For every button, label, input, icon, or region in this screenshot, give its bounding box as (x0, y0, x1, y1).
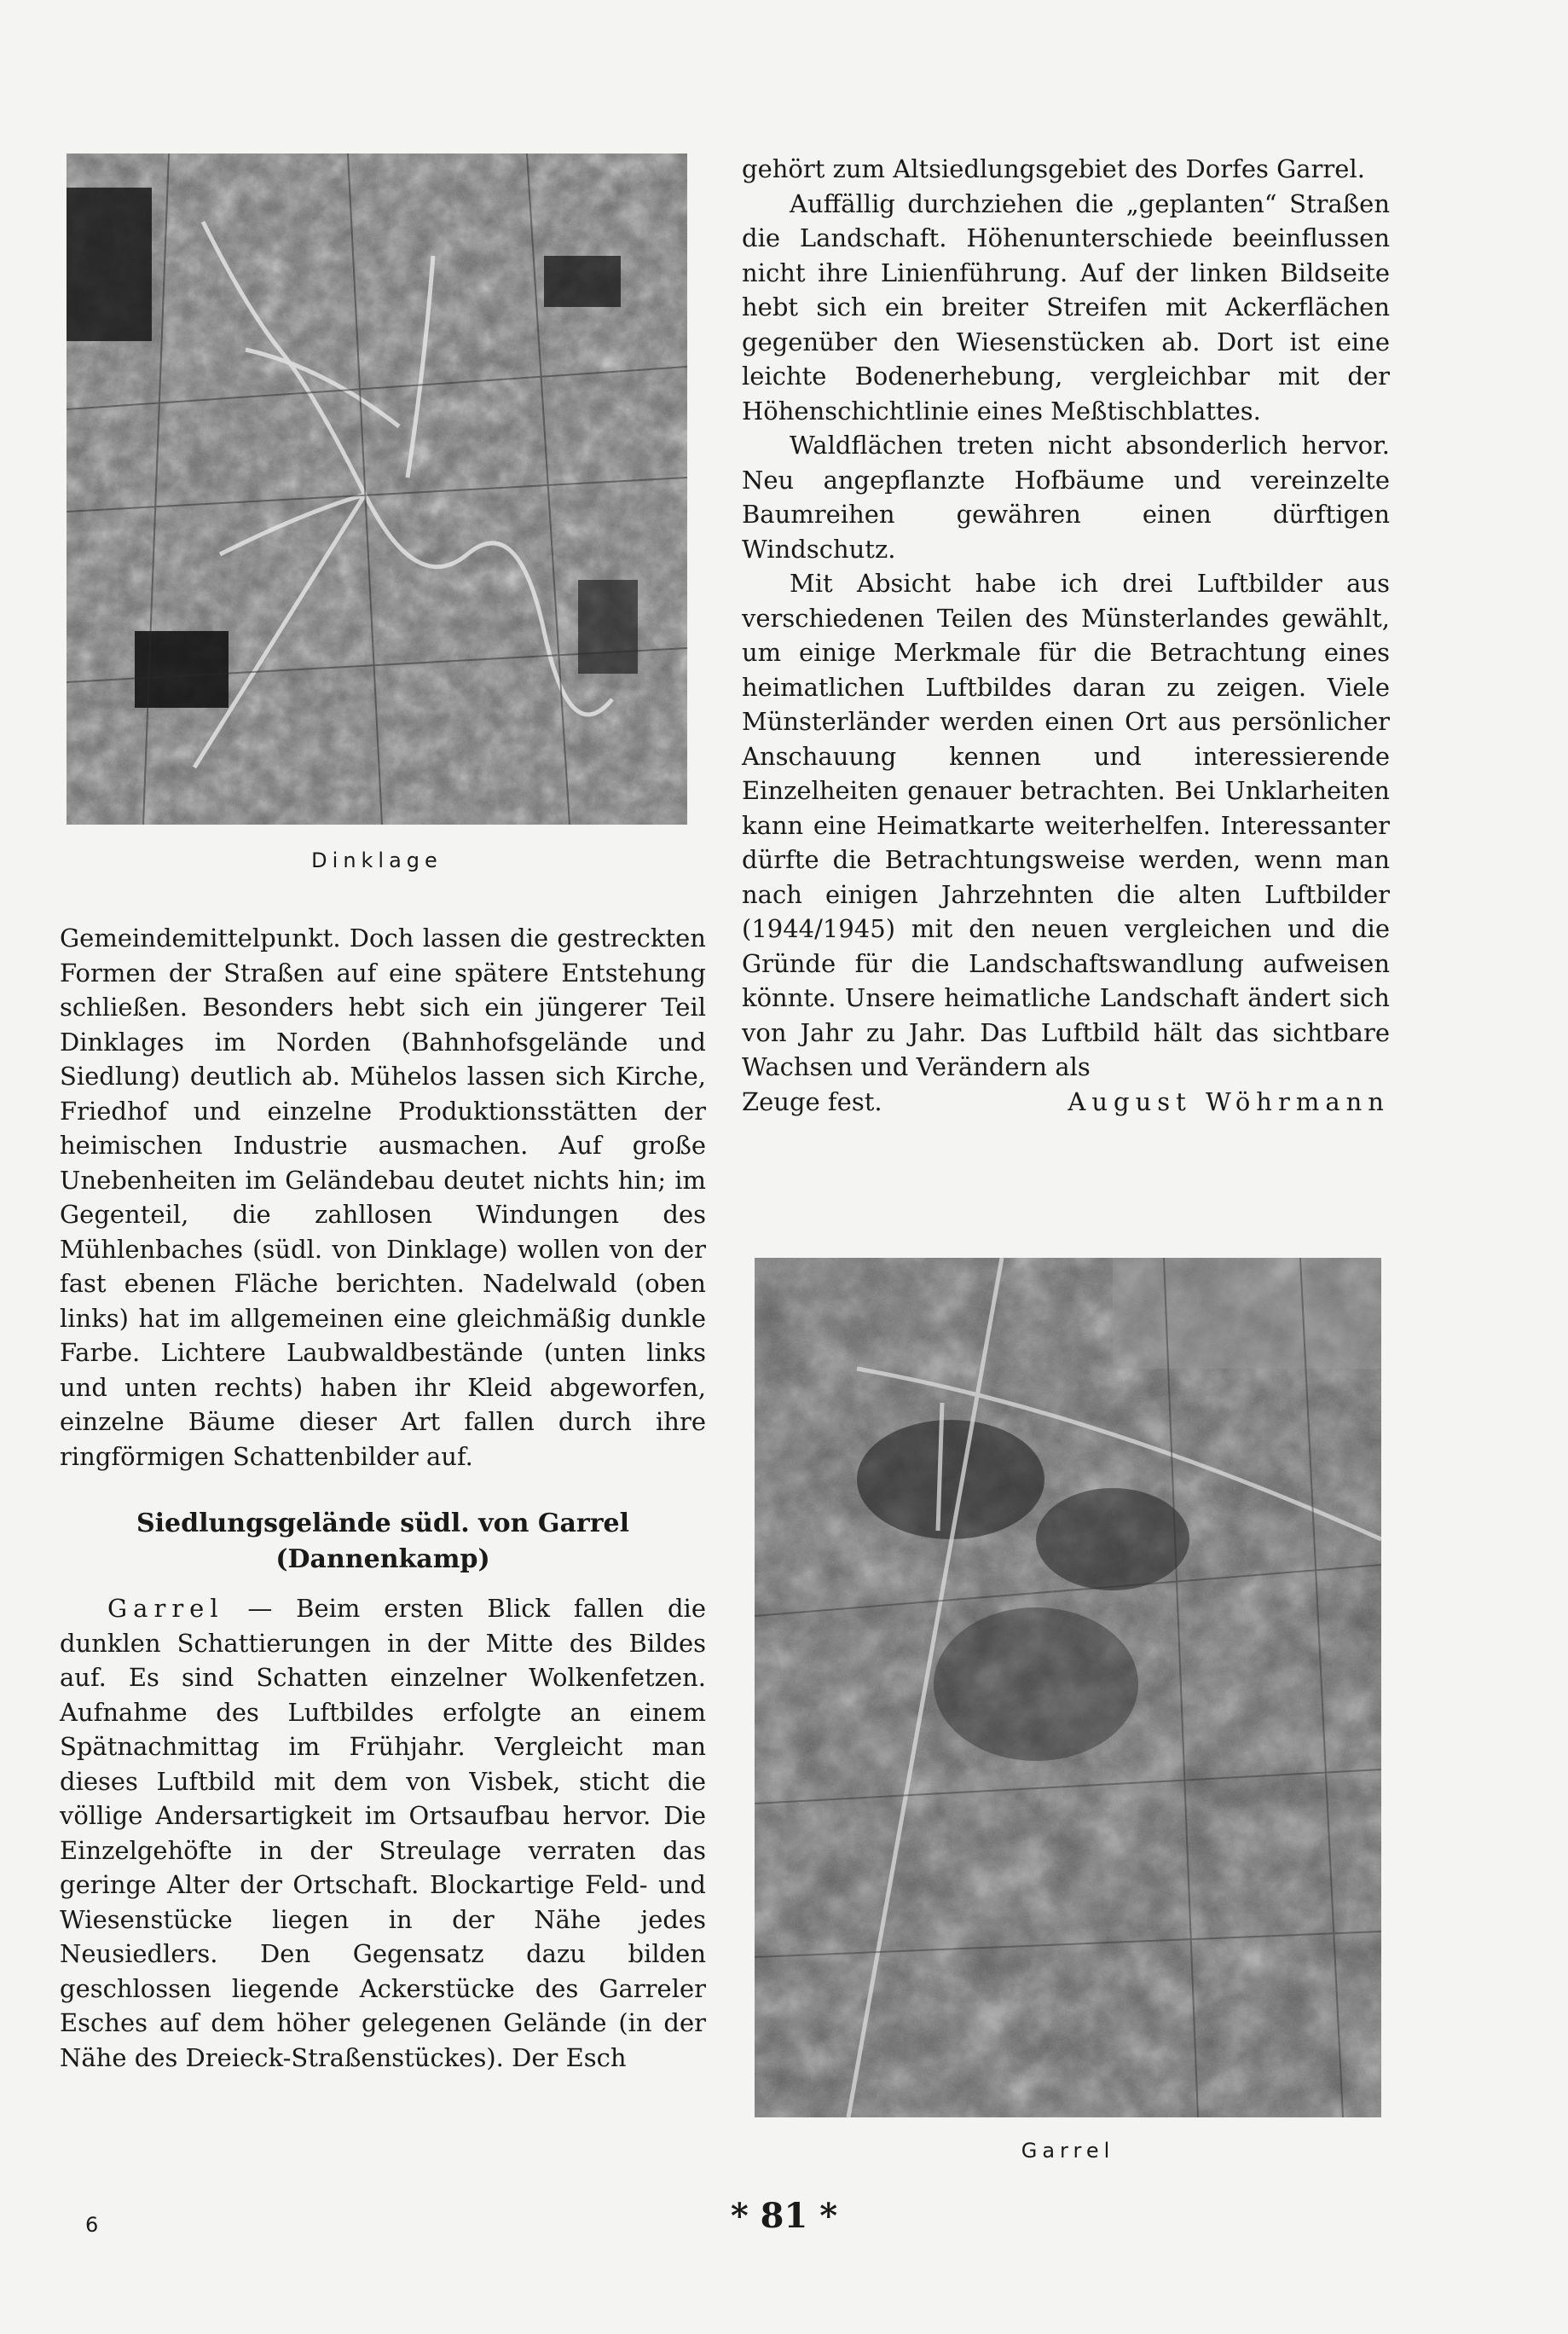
author-name: August Wöhrmann (1068, 1086, 1390, 1116)
aerial-photo-dinklage (67, 153, 687, 825)
paragraph-garrel-text: — Beim ersten Blick fallen die dunklen Schattierungen in der Mitte des Bildes auf. Es sind Schatten einzelner Wolkenfetzen. Aufnahme des Luftbildes erfolgte an einem Spätnachmittag im Frühjahr. Vergleicht man dieses Luftbild mit dem von Visbek, sticht die völlige Andersartigkeit im Ortsaufbau hervor. Die Einzelgehöfte in der Streulage verraten das geringe Alter der Ortschaft. Blockartige Feld- und Wiesenstücke liegen in der Nähe jedes Neusiedlers. Den Gegensatz dazu bilden geschlossen liegende Ackerstücke des Garreler Esches auf dem höher gelegenen Gelände (in der Nähe des Dreieck-Straßenstückes). Der Esch (60, 1594, 706, 2072)
page-number: * 81 * (730, 2196, 838, 2236)
closing-text: Zeuge fest. (742, 1086, 882, 1116)
paragraph-conclusion: Mit Absicht habe ich drei Luftbilder aus verschiedenen Teilen des Münsterlandes gewählt, um einige Merkmale für die Betrachtung eines heimatlichen Luftbildes daran zu zeigen. Viele Münsterländer werden einen Ort aus persönlicher Anschauung kennen und interessierende Einzelheiten genauer betrachten. Bei Unklarheiten kann eine Heimatkarte weiterhelfen. Interessanter dürfte die Betrachtungsweise werden, wenn man nach einigen Jahrzehnten die alten Luftbilder (1944/1945) mit den neuen vergleichen und die Gründe für die Landschaftswandlung aufweisen könnte. Unsere heimatliche Landschaft ändert sich von Jahr zu Jahr. Das Luftbild hält das sichtbare Wachsen und Verändern als (742, 569, 1390, 1081)
section-heading-garrel (60, 1506, 706, 1578)
paragraph-garrel-description (60, 1591, 706, 2075)
aerial-photo-garrel (755, 1258, 1381, 2117)
caption-garrel: Garrel (1021, 2139, 1115, 2163)
aerial-photo-dinklage-graphic (67, 153, 687, 825)
right-text-column (742, 152, 1390, 1119)
left-text-column (60, 921, 706, 2075)
signature-line (742, 1085, 1390, 1120)
paragraph-roads: Auffällig durchziehen die „geplanten“ Straßen die Landschaft. Höhenunterschiede beeinflussen nicht ihre Linienführung. Auf der linken Bildseite hebt sich ein breiter Streifen mit Ackerflächen gegenüber den Wiesenstücken ab. Dort ist eine leichte Bodenerhebung, vergleichbar mit der Höhenschichtlinie eines Meßtischblattes. (742, 188, 1390, 426)
paragraph-dinklage-description: Gemeindemittelpunkt. Doch lassen die gestreckten Formen der Straßen auf eine spätere Entstehung schließen. Besonders hebt sich ein jüngerer Teil Dinklages im Norden (Bahnhofsgelände und Siedlung) deutlich ab. Mühelos lassen sich Kirche, Friedhof und einzelne Produktionsstätten der heimischen Industrie ausmachen. Auf große Unebenheiten im Geländebau deutet nichts hin; im Gegenteil, die zahllosen Windungen des Mühlenbaches (südl. von Dinklage) wollen von der fast ebenen Fläche berichten. Nadelwald (oben links) hat im allgemeinen eine gleichmäßig dunkle Farbe. Lichtere Laubwaldbestände (unten links und unten rechts) haben ihr Kleid abgeworfen, einzelne Bäume dieser Art fallen durch ihre ringförmigen Schattenbilder auf. (60, 924, 706, 1471)
paragraph-continuation: gehört zum Altsiedlungsgebiet des Dorfes Garrel. (742, 154, 1365, 183)
caption-dinklage: Dinklage (311, 848, 443, 872)
heading-line-2: (Dannenkamp) (275, 1544, 490, 1574)
paragraph-forest: Waldflächen treten nicht absonderlich hervor. Neu angepflanzte Hofbäume und vereinzelte Baumreihen gewähren einen dürftigen Windschutz. (742, 431, 1390, 564)
place-name-garrel: Garrel (107, 1594, 224, 1623)
aerial-photo-garrel-graphic (755, 1258, 1381, 2117)
margin-number: 6 (85, 2213, 99, 2237)
heading-line-1: Siedlungsgelände südl. von Garrel (136, 1509, 630, 1538)
